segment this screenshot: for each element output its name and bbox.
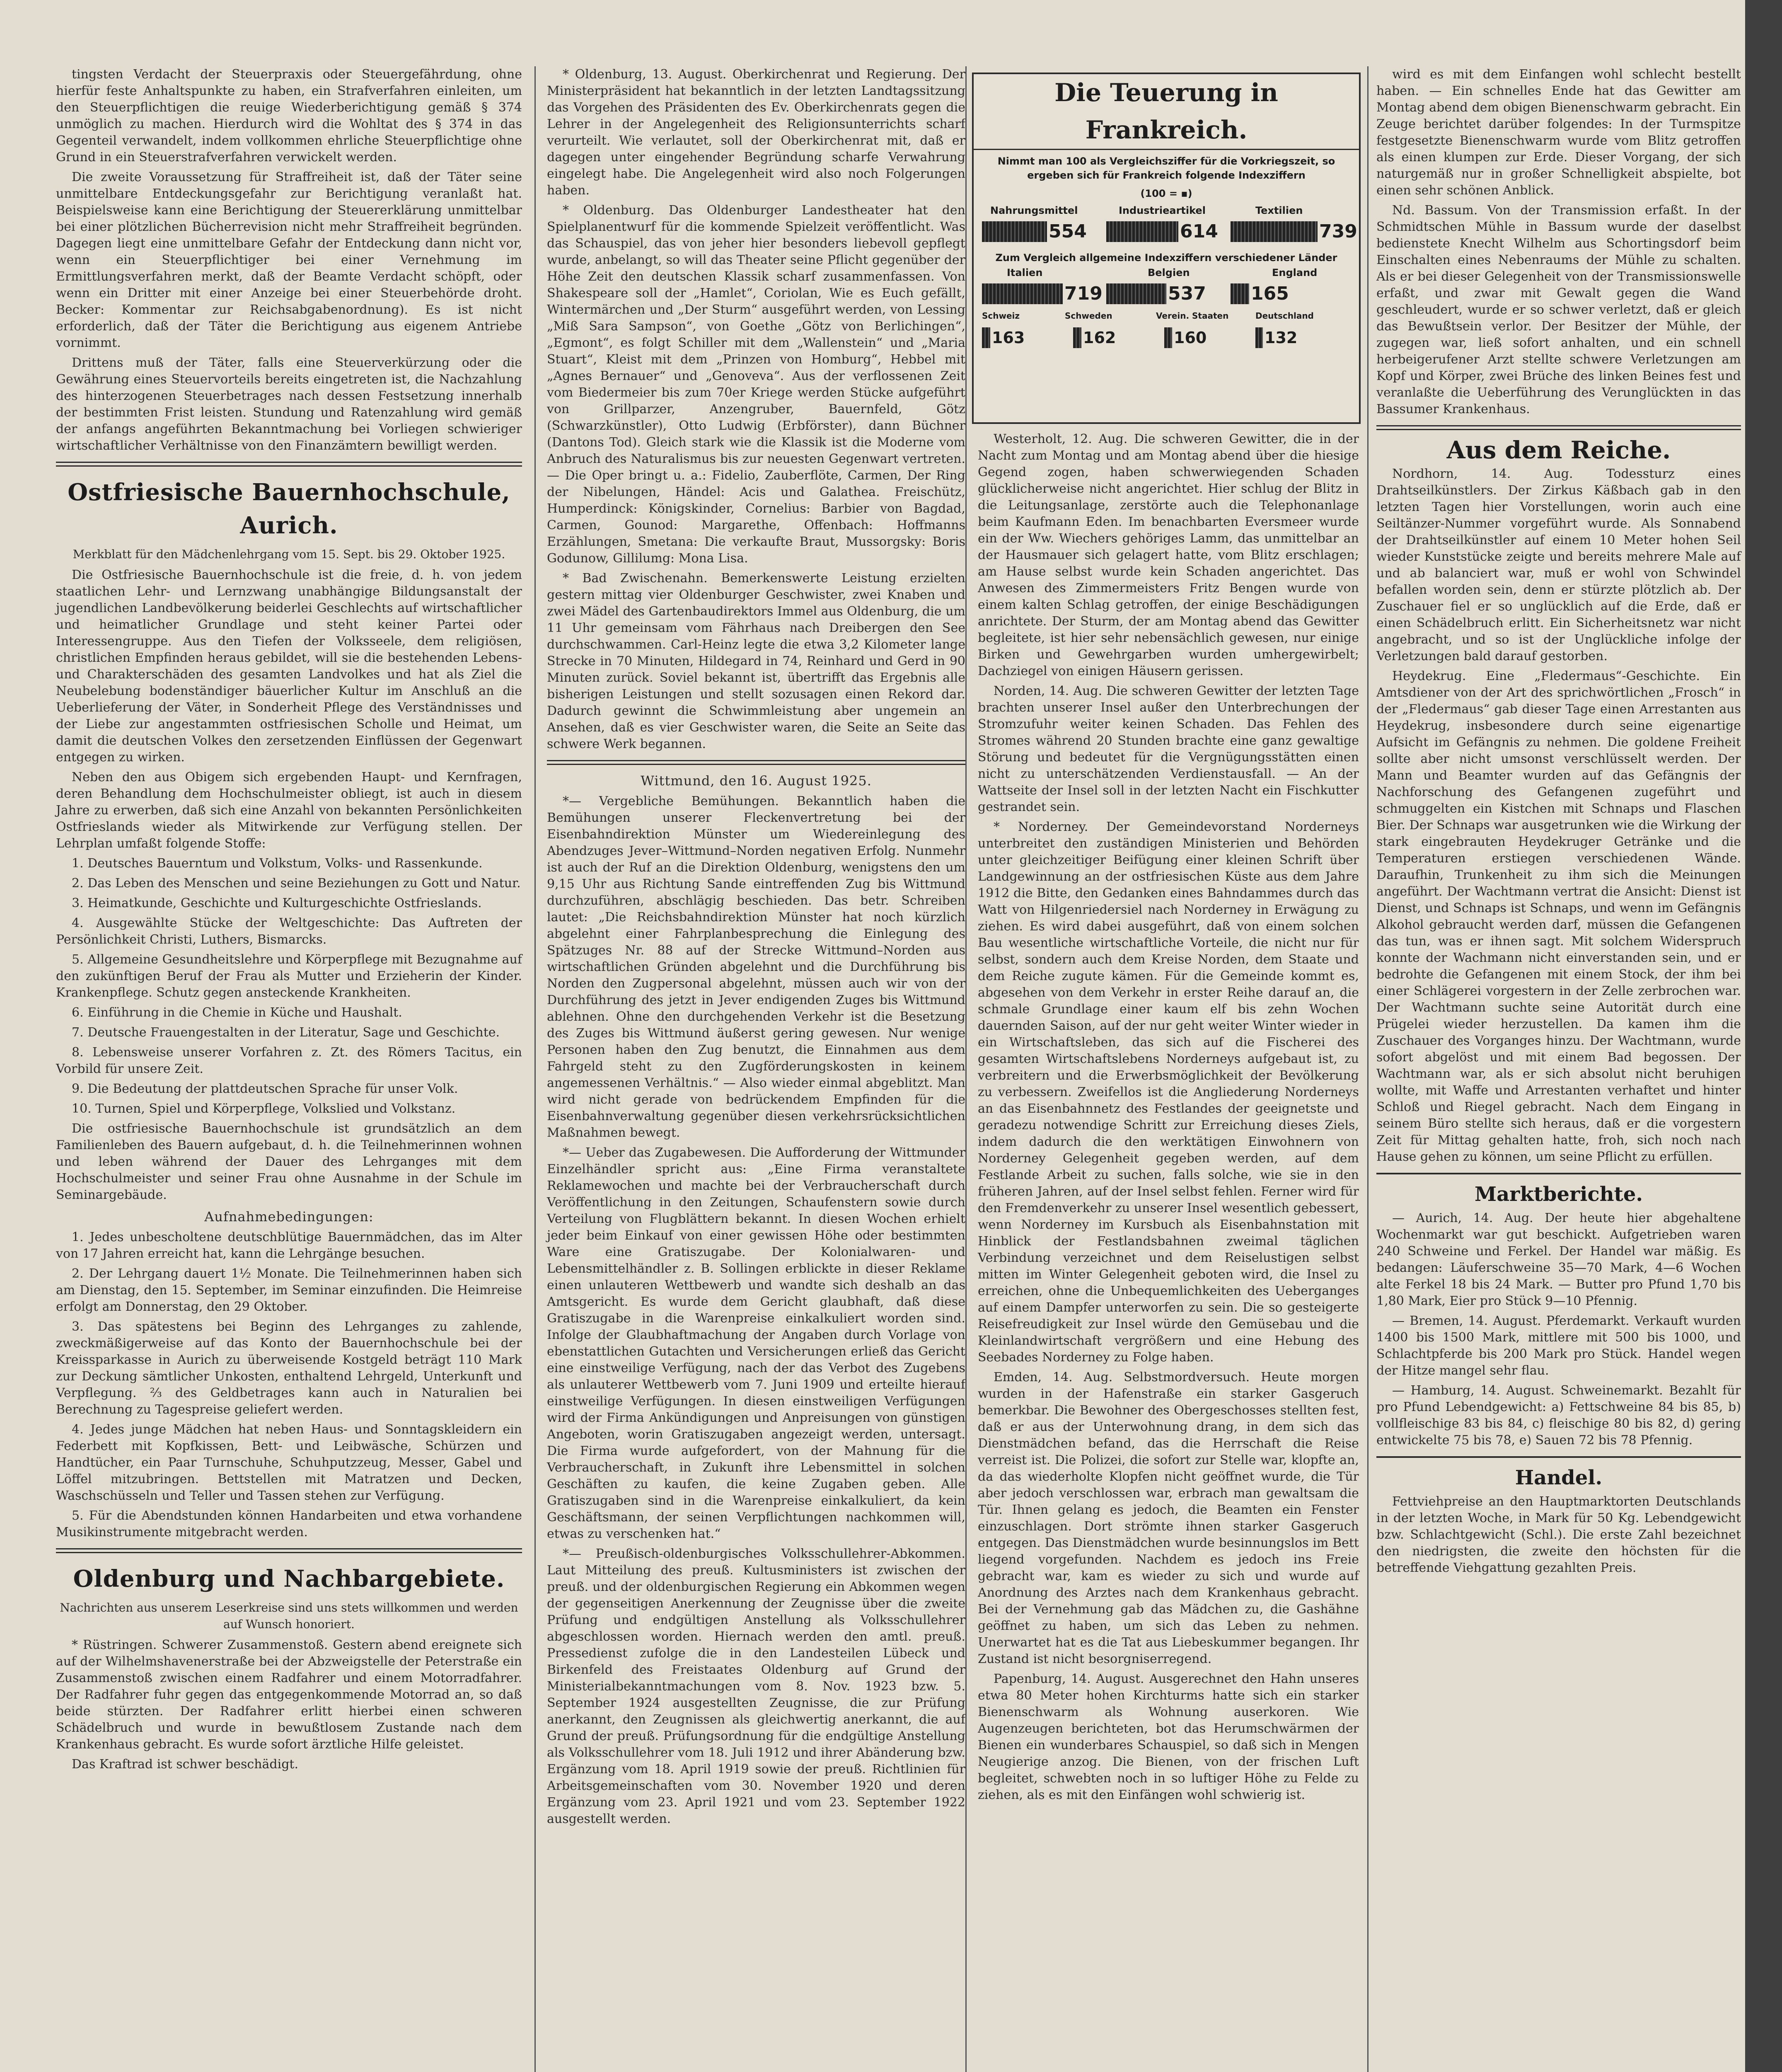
- article-paragraph: * Oldenburg. Das Oldenburger Landestheater hat den Spielplanentwurf für die kommende Spielzeit veröffentlicht. Was das Schauspiel, das von jeher hier besonders liebevoll gepflegt wurde, anbelangt, so will das Theater seine Pflicht gegenüber der Höhe Zeit den deutschen Klassik scharf zusammenfassen. Von Shakespeare soll der „Hamlet“, Coriolan, Wie es Euch gefällt, Wintermärchen und „Der Sturm“ ausgeführt werden, von Lessing „Miß Sara Sampson“, von Goethe „Götz von Berlichingen“, „Egmont“, es folgt Schiller mit dem „Wallenstein“ und „Maria Stuart“, Kleist mit dem „Prinzen von Homburg“, Hebbel mit „Agnes Bernauer“ und „Genoveva“. Aus der verflossenen Zeit vom Biedermeier bis zum 70er Kriege werden Stücke aufgeführt von Grillparzer, Anzengruber, Bauernfeld, Götz (Schwarzkünstler), Otto Ludwig (Erbförster), dann Büchner (Dantons Tod). Gleich stark wie die Klassik ist die Moderne vom Anbruch des Naturalismus bis zur neuesten Gegenwart vertreten. — Die Oper bringt u. a.: Fidelio, Zauberflöte, Carmen, Der Ring der Nibelungen, Händel: Acis und Galathea. Freischütz, Humperdinck: Königskinder, Cornelius: Barbier von Bagdad, Carmen, Gounod: Margarethe, Offenbach: Hoffmanns Erzählungen, Smetana: Die verkaufte Braut, Mussorgsky: Boris Godunow, Gillilumg: Mona Lisa.: [547, 203, 965, 566]
- bar-label: Verein. Staaten: [1156, 311, 1229, 321]
- index-bar: [982, 327, 990, 348]
- column-rule: [1367, 66, 1369, 2072]
- article-paragraph: * Oldenburg, 13. August. Oberkirchenrat und Regierung. Der Ministerpräsident hat bekanntlich in der letzten Landtagssitzung das Vorgehen des Präsidenten des Ev. Oberkirchenrats gegen die Lehrer in der Angelegenheit des Religionsunterrichts scharf verurteilt. Wie verlautet, soll der Oberkirchenrat mit, daß er dagegen unter eingehender Begründung scharfe Verwahrung eingelegt habe. Die Angelegenheit wird also noch Folgerungen haben.: [547, 67, 965, 198]
- bar-value-label: 614: [1180, 221, 1218, 242]
- index-bar: [1106, 221, 1178, 242]
- column-rule: [965, 66, 967, 2072]
- list-item: 5. Für die Abendstunden können Handarbeiten und etwa vorhandene Musikinstrumente mitgebracht werden.: [56, 1508, 522, 1539]
- article-paragraph: Papenburg, 14. August. Ausgerechnet den Hahn unseres etwa 80 Meter hohen Kirchturms hatte sich ein starker Bienenschwarm als Wohnung auserkoren. Wie Augenzeugen berichteten, bot das Herumschwärmen der Bienen ein wunderbares Schauspiel, so daß sich in Mengen Neugierige anzog. Die Bienen, von der frischen Luft begleitet, schwebten noch in so luftiger Höhe zu Felde zu ziehen, als es mit den Einfängen wohl schwierig ist.: [978, 1672, 1359, 1802]
- bar-label: Nahrungsmittel: [990, 205, 1078, 216]
- graphic-bars-row: [982, 221, 1357, 246]
- column-3: [978, 431, 1359, 1807]
- section-divider: [547, 760, 965, 765]
- article-paragraph: * Bad Zwischenahn. Bemerkenswerte Leistung erzielten gestern mittag vier Oldenburger Geschwister, zwei Knaben und zwei Mädel des Gartenbaudirektors Immel aus Oldenburg, die um 11 Uhr gemeinsam vom Fährhaus nach Dreibergen den See durchschwammen. Carl-Heinz legte die etwa 3,2 Kilometer lange Strecke in 70 Minuten, Hildegard in 74, Reinhard und Gerd in 90 Minuten zurück. Soviel bekannt ist, übertrifft das Ergebnis alle bisherigen Leistungen und stellt sozusagen einen Rekord dar. Dadurch gewinnt die Schwimmleistung aber ungemein an Ansehen, daß es vier Geschwister waren, die Seite an Seite das schwere Werk begannen.: [547, 571, 965, 751]
- column-rule: [534, 66, 536, 2072]
- bar-value-label: 162: [1083, 329, 1116, 347]
- column-4: [1376, 66, 1741, 1580]
- article-paragraph: Fettviehpreise an den Hauptmarktorten Deutschlands in der letzten Woche, in Mark für 50 Kg. Lebendgewicht bzw. Schlachtgewicht (Schl.). Die erste Zahl bezeichnet den niedrigsten, die zweite den höchsten für die betreffende Viehgattung gezahlten Preis.: [1376, 1494, 1741, 1575]
- headline-oldenburg: Oldenburg und Nachbargebiete.: [73, 1565, 505, 1593]
- graphic-subtitle: Zum Vergleich allgemeine Indexziffern verschiedener Länder: [995, 252, 1337, 264]
- headline-reiche: Aus dem Reiche.: [1446, 436, 1671, 464]
- bar-value-label: 160: [1174, 329, 1207, 347]
- subheadline: Nachrichten aus unserem Leserkreise sind uns stets willkommen und werden auf Wunsch honoriert.: [60, 1601, 518, 1631]
- column-2: [547, 66, 965, 1831]
- article-paragraph: *— Ueber das Zugabewesen. Die Aufforderung der Wittmunder Einzelhändler spricht aus: „Eine Firma veranstaltete Reklamewochen und machte bei der Verbraucherschaft durch Veröffentlichung in den Zeitungen, Schaufenstern sowie durch Verteilung von Flugblättern bekannt. In diesen Wochen erhielt jeder beim Einkauf von einer gewissen Höhe oder bestimmten Ware eine Gratiszugabe. Der Kolonialwaren- und Lebensmittelhändler z. B. Sollingen erblickte in dieser Reklame einen unlauteren Wettbewerb und wandte sich deshalb an das Amtsgericht. Es wurde dem Gericht glaubhaft, daß diese Gratiszugabe in die Warenpreise einkalkuliert worden sind. Infolge der Glaubhaftmachung der Angaben durch Vorlage von ebenstattlichen Gutachten und Versicherungen erließ das Gericht eine einstweilige Verfügung, nach der das Verbot des Zugebens als unlauterer Wettbewerb vom 7. Juni 1909 und erteilte hierauf einstweilige Verfügungen. In diesen einstweiligen Verfügungen wird der Firma Ankündigungen und Anpreisungen von günstigen Angeboten, worin Gratiszugaben angezeigt werden, untersagt. Die Firma wurde aufgefordert, von der Mahnung für die Verbraucherschaft, in Zukunft ihre Lebensmittel in solchen Geschäften zu kaufen, die keine Zugaben geben. Alle Gratiszugaben sind in die Warenpreise einkalkuliert, da kein Geschäftsmann, der seinen Verpflichtungen nachkommen will, etwas zu verschenken hat.“: [547, 1145, 965, 1541]
- graphic-bars-row: [982, 283, 1351, 308]
- bar-value-label: 554: [1049, 221, 1087, 242]
- list-item: 10. Turnen, Spiel und Körperpflege, Volkslied und Volkstanz.: [72, 1101, 456, 1116]
- headline-bauernhochschule: Ostfriesische Bauernhochschule, Aurich.: [68, 479, 510, 539]
- bar-value-label: 719: [1064, 283, 1103, 304]
- article-paragraph: Das Kraftrad ist schwer beschädigt.: [72, 1757, 299, 1772]
- list-item: 7. Deutsche Frauengestalten in der Literatur, Sage und Geschichte.: [72, 1025, 500, 1040]
- column-1: [56, 66, 522, 1776]
- list-item: 5. Allgemeine Gesundheitslehre und Körperpflege mit Bezugnahme auf den zukünftigen Beruf der Frau als Mutter und Erzieherin der Kinder. Krankenpflege. Schutz gegen ansteckende Krankheiten.: [56, 952, 522, 1000]
- article-paragraph: Drittens muß der Täter, falls eine Steuerverkürzung oder die Gewährung eines Steuervorteils bereits eingetreten ist, die Nachzahlung des hinterzogenen Steuerbetrages nach dessen Festsetzung innerhalb der bestimmten Frist leisten. Stundung und Ratenzahlung wird gemäß der anfangs angeführten Bekanntmachung bei Vorliegen schwieriger wirtschaftlicher Verhältnisse von den Finanzämtern bewilligt werden.: [56, 356, 522, 453]
- graphic-labels-row: [982, 267, 1351, 281]
- index-bar: [1073, 327, 1081, 348]
- index-bar: [1106, 283, 1166, 304]
- article-paragraph: *— Preußisch-oldenburgisches Volksschullehrer-Abkommen. Laut Mitteilung des preuß. Kultusministers ist zwischen der preuß. und der oldenburgischen Regierung ein Abkommen wegen der gegenseitigen Anerkennung der Zeugnisse über die zweite Prüfung und endgültigen Anstellung als Volksschullehrer abgeschlossen worden. Hiernach werden den amtl. preuß. Pressedienst zufolge die in den Landesteilen Lübeck und Birkenfeld des Freistaates Oldenburg auf Grund der Ministerialbekanntmachungen vom 8. Nov. 1923 bzw. 5. September 1924 ausgestellten Zeugnisse, die zur Prüfung anerkannt, den Zeugnissen als gleichwertig anerkannt, die auf Grund der preuß. Prüfungsordnung für die endgültige Anstellung als Volksschullehrer vom 18. Juli 1912 und ihrer Abänderung bzw. Ergänzung vom 18. April 1919 sowie der preuß. Richtlinien für Arbeitsgemeinschaften vom 30. November 1920 und deren Ergänzung vom 23. April 1921 und vom 23. September 1922 ausgestellt werden.: [547, 1547, 965, 1826]
- article-paragraph: — Hamburg, 14. August. Schweinemarkt. Bezahlt für pro Pfund Lebendgewicht: a) Fettschweine 84 bis 85, b) vollfleischige 83 bis 84, c) fleischige 80 bis 82, d) gering entwickelte 75 bis 78, e) Sauen 72 bis 78 Pfennig.: [1376, 1383, 1741, 1447]
- section-divider: [1376, 1456, 1741, 1458]
- article-paragraph: Norden, 14. Aug. Die schweren Gewitter der letzten Tage brachten unserer Insel außer den Unterbrechungen der Stromzufuhr weiter keinen Schaden. Das Fehlen des Stromes während 20 Stunden brachte eine ganz gewaltige Störung und bedeutet für die Vergnügungsstätten einen nicht zu unterschätzenden Verdienstausfall. — An der Wattseite der Insel soll in der letzten Nacht ein Fischkutter gestrandet sein.: [978, 684, 1359, 814]
- index-bar: [1231, 283, 1249, 304]
- article-paragraph: * Norderney. Der Gemeindevorstand Norderneys unterbreitet den zuständigen Ministerien und Behörden unter gleichzeitiger Beifügung einer kleinen Schrift über Landgewinnung an der ostfriesischen Küste aus dem Jahre 1912 die Bitte, den Gedanken eines Bahndammes durch das Watt von Hilgenriedersiel nach Norderney in Erwägung zu ziehen. Es wird dabei ausgeführt, daß von einem solchen Bau wesentliche wirtschaftliche Vorteile, die nicht nur für selbst, sondern auch dem Kreise Norden, dem Staate und dem Reiche zugute kämen. Für die Gemeinde kommt es, abgesehen von dem Verkehr in erster Reihe darauf an, die schmale Grundlage einer kaum elf bis zehn Wochen dauernden Saison, auf der nur geht weiter Winter wieder in ein Wirtschaftsleben, das sich auf die Fischerei des gesamten Wirtschaftslebens Norderneys aufgebaut ist, zu verbreitern und die Erwerbsmöglichkeit der Bevölkerung zu verbessern. Zweifellos ist die Angliederung Norderneys an das Eisenbahnnetz des Festlandes der geeignetste und geradezu notwendige Schritt zur Erreichung dieses Ziels, indem dadurch die den werktätigen Einwohnern von Norderney Gelegenheit gegeben werden, auf dem Festlande Arbeit zu suchen, falls solche, wie sie in den früheren Jahren, auf der Insel selbst fehlen. Ferner wird für den Fremdenverkehr zu unserer Insel wesentlich gebessert, wenn Norderney im Kursbuch als Eisenbahnstation mit Hinblick der Festlandsbahnen zweimal täglichen Verbindung verzeichnet und dem Reiselustigen selbst mitten im Winter Gelegenheit geboten wird, die Insel zu erreichen, ohne die Unbequemlichkeiten des Ueberganges auf einem Dampfer unterworfen zu sein. Die so gesteigerte Reisefreudigkeit zur Insel würde den Gemüsebau und die Kleinlandwirtschaft vergrößern und eine Hebung des Seebades Norderney zu Folge haben.: [978, 820, 1359, 1365]
- headline-markt: Marktberichte.: [1474, 1183, 1643, 1206]
- list-item: 4. Ausgewählte Stücke der Weltgeschichte: Das Auftreten der Persönlichkeit Christi, Luthers, Bismarcks.: [56, 916, 522, 947]
- article-paragraph: * Rüstringen. Schwerer Zusammenstoß. Gestern abend ereignete sich auf der Wilhelmshavenerstraße bei der Abzweigstelle der Peterstraße ein Zusammenstoß zwischen einem Radfahrer und einem Motorradfahrer. Der Radfahrer fuhr gegen das entgegenkommende Motorrad an, so daß beide stürzten. Der Radfahrer erlitt hierbei einen schweren Schädelbruch und wurde in bewußtlosem Zustande nach dem Krankenhaus gebracht. Es wurde sofort ärztliche Hilfe geleistet.: [56, 1638, 522, 1752]
- article-paragraph: Nordhorn, 14. Aug. Todessturz eines Drahtseilkünstlers. Der Zirkus Käßbach gab in den letzten Tagen hier Vorstellungen, worin auch eine Seiltänzer-Nummer vorgeführt wurde. Als Sonnabend der Drahtseilkünstler auf einem 10 Meter hohen Seil wieder Kunststücke zeigte und bereits mehrere Male auf und ab balanciert war, muß er wohl von Schwindel befallen worden sein, denn er stürzte plötzlich ab. Der Zuschauer fiel er so unglücklich auf die Erde, daß er einen Schädelbruch erlitt. Ein Sicherheitsnetz war nicht angebracht, und so ist der Unglückliche infolge der Verletzungen bald darauf gestorben.: [1376, 467, 1741, 663]
- list-item: 6. Einführung in die Chemie in Küche und Haushalt.: [72, 1005, 402, 1020]
- article-paragraph: tingsten Verdacht der Steuerpraxis oder Steuergefährdung, ohne hierfür feste Anhaltspunkte zu haben, ein Strafverfahren einleiten, um den Steuerpflichtigen die reuige Wiederberichtigung gemäß § 374 unmöglich zu machen. Hierdurch wird die Wohltat des § 374 in das Gegenteil verwandelt, indem vollkommen ehrliche Steuerpflichtige ohne Grund in ein Steuerstrafverfahren verwickelt werden.: [56, 67, 522, 165]
- article-paragraph: Die zweite Voraussetzung für Straffreiheit ist, daß der Täter seine unmittelbare Entdeckungsgefahr zur Berichtigung veranlaßt hat. Beispielsweise kann eine Berichtigung der Steuererklärung unmittelbar bei einer plötzlichen Bücherrevision nicht mehr Straffreiheit begründen. Dagegen liegt eine unmittelbare Gefahr der Entdeckung dann nicht vor, wenn ein Steuerpflichtiger bei einer Vernehmung im Ermittlungsverfahren merkt, daß der Beamte Verdacht schöpft, oder wenn ein Dritter mit einer Anzeige bei einer Steuerbehörde droht. Becker: Kommentar zur Reichsabgabenordnung). Es ist nicht erforderlich, daß der Täter die Berichtigung aus eigenem Antriebe vornimmt.: [56, 170, 522, 350]
- bar-label: Belgien: [1148, 267, 1190, 278]
- bar-label: Industrieartikel: [1119, 205, 1206, 216]
- article-paragraph: wird es mit dem Einfangen wohl schlecht bestellt haben. — Ein schnelles Ende hat das Gewitter am Montag abend dem obigen Bienenschwarm gebracht. Ein Zeuge berichtet darüber folgendes: In der Turmspitze festgesetzte Bienenschwarm wurde vom Blitz getroffen als einen klumpen zur Erde. Dieser Vorgang, der sich naturgemäß nur in großer Schnelligkeit abspielte, bot einen sehr schönen Anblick.: [1376, 67, 1741, 198]
- bar-value-label: 739: [1319, 221, 1357, 242]
- article-paragraph: Die ostfriesische Bauernhochschule ist grundsätzlich an dem Familienleben des Bauern aufgebaut, d. h. die Teilnehmerinnen wohnen und leben während der Dauer des Lehrganges mit dem Hochschulmeister und seiner Frau ohne Ausnahme in der Schule im Seminargebäude.: [56, 1121, 522, 1202]
- article-paragraph: Neben den aus Obigem sich ergebenden Haupt- und Kernfragen, deren Behandlung dem Hochschulmeister obliegt, ist auch in diesem Jahre zu erwerben, daß sich eine Anzahl von bekannten Persönlichkeiten Ostfrieslands wieder als Mitwirkende zur Verfügung stellen. Der Lehrplan umfaßt folgende Stoffe:: [56, 770, 522, 851]
- index-bar: [982, 283, 1063, 304]
- article-paragraph: Die Ostfriesische Bauernhochschule ist die freie, d. h. von jedem staatlichen Lehr- und Lernzwang unabhängige Bildungsanstalt der jugendlichen Landbevölkerung beiderlei Geschlechts auf wirtschaftlicher und heimatlicher Grundlage und steht keiner Partei oder Interessengruppe. Aus den Tiefen der Volksseele, dem religiösen, christlichen Empfinden heraus gebildet, will sie die bestehenden Lebens- und Charakterschäden des gesamten Landvolkes und hat als Ziel die Neubelebung bodenständiger bäuerlicher Kultur im Anschluß an die Ueberlieferung der Väter, in Sonderheit Pflege des Verständnisses und der Liebe zur angestammten ostfriesischen Scholle und Heimat, um damit die deutschen Volkes den zersetzenden Einflüssen der Gegenwart entgegen zu wirken.: [56, 568, 522, 765]
- bar-value-label: 165: [1251, 283, 1289, 304]
- bar-value-label: 537: [1168, 283, 1206, 304]
- article-paragraph: Nd. Bassum. Von der Transmission erfaßt. In der Schmidtschen Mühle in Bassum wurde der daselbst bedienstete Knecht Wilhelm aus Schortingsdorf beim Einschalten eines Nebenraums der Mühle zu schalten. Als er bei dieser Gelegenheit von der Transmissionswelle erfaßt, und zwar mit Gewalt gegen die Wand geschleudert, wurde er so schwer verletzt, daß er gleich das Bewußtsein verlor. Der Besitzer der Mühle, der zugegen war, ließ sofort anhalten, und ein schnell herbeigerufener Arzt stellte schwere Verletzungen am Kopf und Körper, zwei Brüche des linken Beines fest und veranlaßte die Ueberführung des Verunglückten in das Bassumer Krankenhaus.: [1376, 203, 1741, 416]
- graphic-title: Die Teuerung in Frankreich.: [974, 74, 1359, 150]
- teuerung-graphic: [972, 73, 1361, 424]
- list-item: 3. Das spätestens bei Beginn des Lehrganges zu zahlende, zweckmäßigerweise auf das Konto der Bauernhochschule bei der Kreissparkasse in Aurich zu überweisende Kostgeld beträgt 110 Mark zur Deckung sämtlicher Unkosten, enthaltend Lehrgeld, Unterkunft und Verpflegung. ⅔ des Geldbetrages kann auch in Naturalien bei Berechnung zu Tagespreise geliefert werden.: [56, 1319, 522, 1417]
- article-paragraph: Heydekrug. Eine „Fledermaus“-Geschichte. Ein Amtsdiener von der Art des sprichwörtlichen „Frosch“ in der „Fledermaus“ gab dieser Tage einen Arrestanten aus Heydekrug, insbesondere durch seine eigenartige Aufsicht im Gefängnis zu nehmen. Die goldene Freiheit sollte aber nicht umsonst verschlüsselt werden. Der Mann und Beamter wurden auf das Gefängnis der Nachforschung des Gefangenen zugeführt und schmuggelten ein Kistchen mit Schnaps und Flaschen Bier. Der Schnaps war ausgetrunken wie die Wirkung der stark eingebrauten Heydekruger Getränke und die Temperaturen erstiegen verschiedenen Wände. Daraufhin, Trunkenheit zu ihm sich die Meinungen angeführt. Der Wachtmann vertrat die Ansicht: Dienst ist Dienst, und Schnaps ist Schnaps, und wenn im Gefängnis Alkohol gebraucht werden darf, müssen die Gefangenen das tun, was er ihnen sagt. Mit solchem Widerspruch konnte der Wachmann nicht einverstanden sein, und er bedrohte die Gefangenen mit einem Stock, der ihm bei einer Schlägerei vorgestern in der Zelle zerbrochen war. Der Wachtmann suchte seine Autorität durch eine Prügelei wieder herzustellen. Da kamen ihm die Zuschauer des Vorganges hinzu. Der Wachtmann, wurde sofort abgelöst und mit einem Bad begossen. Der Wachtmann war, als er sich absolut nicht beruhigen wollte, mit Waffe und Arrestanten verhaftet und hinter Schloß und Riegel gebracht. Nach dem Eingang in seinem Büro stellte sich heraus, daß er die vorgestern Zeit für Mittag gehalten hatte, froh, sich noch nach Hause gehen zu können, um seine Pflicht zu erfüllen.: [1376, 669, 1741, 1164]
- graphic-legend: (100 = ▪): [1140, 188, 1192, 199]
- bar-label: Italien: [1007, 267, 1043, 278]
- bar-label: Textilien: [1255, 205, 1303, 216]
- section-label: Aufnahmebedingungen:: [204, 1209, 374, 1225]
- bar-label: Deutschland: [1255, 311, 1314, 321]
- bar-value-label: 132: [1265, 329, 1298, 347]
- graphic-bars-row: [982, 327, 1351, 352]
- list-item: 1. Deutsches Bauerntum und Volkstum, Volks- und Rassenkunde.: [72, 856, 483, 871]
- graphic-intro: Nimmt man 100 als Vergleichsziffer für die Vorkriegszeit, so ergeben sich für Frankreich folgende Indexziffern: [997, 155, 1335, 181]
- section-divider: [56, 1548, 522, 1553]
- bar-label: Schweden: [1065, 311, 1112, 321]
- index-bar: [1164, 327, 1172, 348]
- graphic-labels-row: [982, 205, 1351, 219]
- index-bar: [1231, 221, 1318, 242]
- list-item: 2. Das Leben des Menschen und seine Beziehungen zu Gott und Natur.: [72, 876, 521, 891]
- list-item: 3. Heimatkunde, Geschichte und Kulturgeschichte Ostfrieslands.: [72, 896, 482, 910]
- index-bar: [1255, 327, 1263, 348]
- section-divider: [56, 462, 522, 467]
- section-divider: [1376, 425, 1741, 430]
- bar-value-label: 163: [992, 329, 1025, 347]
- article-paragraph: — Bremen, 14. August. Pferdemarkt. Verkauft wurden 1400 bis 1500 Mark, mittlere mit 500 bis 1000, und Schlachtpferde bis 200 Mark pro Stück. Handel wegen der Hitze mangel sehr flau.: [1376, 1314, 1741, 1378]
- graphic-labels-row: [982, 311, 1351, 325]
- article-paragraph: — Aurich, 14. Aug. Der heute hier abgehaltene Wochenmarkt war gut beschickt. Aufgetrieben waren 240 Schweine und Ferkel. Der Handel war mäßig. Es bedangen: Läuferschweine 35—70 Mark, 4—6 Wochen alte Ferkel 18 bis 24 Mark. — Butter pro Pfund 1,70 bis 1,80 Mark, Eier pro Stück 9—10 Pfennig.: [1376, 1211, 1741, 1308]
- list-item: 8. Lebensweise unserer Vorfahren z. Zt. des Römers Tacitus, ein Vorbild für unsere Zeit.: [56, 1045, 522, 1076]
- dateline: Wittmund, den 16. August 1925.: [641, 773, 872, 789]
- index-bar: [982, 221, 1047, 242]
- list-item: 9. Die Bedeutung der plattdeutschen Sprache für unser Volk.: [72, 1082, 458, 1096]
- list-item: 4. Jedes junge Mädchen hat neben Haus- und Sonntagskleidern ein Federbett mit Kopfkissen, Bett- und Leibwäsche, Schürzen und Handtücher, ein Paar Turnschuhe, Schuhputzzeug, Messer, Gabel und Löffel mitzubringen. Bettstellen mit Matratzen und Decken, Waschschüsseln und Teller und Tassen stehen zur Verfügung.: [56, 1422, 522, 1503]
- list-item: 2. Der Lehrgang dauert 1½ Monate. Die Teilnehmerinnen haben sich am Dienstag, den 15. September, im Seminar einzufinden. Die Heimreise erfolgt am Donnerstag, den 29 Oktober.: [56, 1266, 522, 1314]
- article-paragraph: Westerholt, 12. Aug. Die schweren Gewitter, die in der Nacht zum Montag und am Montag abend über die hiesige Gegend zogen, haben schwerwiegenden Schaden glücklicherweise nicht angerichtet. Hier schlug der Blitz in die Leitungsanlage, zerstörte auch die Telephonanlage beim Kaufmann Eden. Im benachbarten Eversmeer wurde ein der Ww. Wiechers gehöriges Lamm, das unmittelbar an der Hausmauer sich gelagert hatte, vom Blitz erschlagen; am Hause selbst wurde kein Schaden angerichtet. Das Anwesen des Zimmermeisters Fritz Bengen wurde von einem kalten Schlag getroffen, der einige Beschädigungen anrichtete. Der Sturm, der am Montag abend das Gewitter begleitete, ist hier sehr nebensächlich gewesen, nur einige Birken und Gewehrgarben wurden umhergewirbelt; Dachziegel von einigen Häusern gerissen.: [978, 432, 1359, 678]
- article-paragraph: *— Vergebliche Bemühungen. Bekanntlich haben die Bemühungen unserer Fleckenvertretung bei der Eisenbahndirektion Münster um Wiedereinlegung des Abendzuges Jever–Wittmund–Norden negativen Erfolg. Nunmehr ist auch der Ruf an die Direktion Oldenburg, wenigstens den um 9,15 Uhr aus Richtung Sande eintreffenden Zug bis Wittmund durchzuführen, abschlägig beschieden. Das betr. Schreiben lautet: „Die Reichsbahndirektion Münster hat noch kürzlich abgelehnt einer Fahrplanbesprechung die Einlegung des Spätzuges Nr. 88 auf der Strecke Wittmund–Norden aus wirtschaftlichen Gründen abgelehnt und die Durchführung bis Norden den Zugpersonal abgelehnt, müssen auch wir von der Durchführung des jetzt in Jever endigenden Zuges bis Wittmund ablehnen. Ohne den durchgehenden Verkehr ist die Besetzung des Zuges bis Wittmund äußerst gering gewesen. Nur wenige Personen haben den Zug benutzt, die Einnahmen aus dem Fahrgeld steht zu den Zugförderungskosten in keinem angemessenen Verhältnis.“ — Also wieder einmal abgeblitzt. Man wird nicht gerade von bedrückendem Empfinden für die Eisenbahnverwaltung gegenüber diesen verkehrsrücksichtlichen Maßnahmen bewegt.: [547, 794, 965, 1140]
- headline-handel: Handel.: [1515, 1466, 1603, 1489]
- subheadline: Merkblatt für den Mädchenlehrgang vom 15. Sept. bis 29. Oktober 1925.: [73, 547, 505, 561]
- article-paragraph: Emden, 14. Aug. Selbstmordversuch. Heute morgen wurden in der Hafenstraße ein starker Gasgeruch bemerkbar. Die Bewohner des Obergeschosses stellten fest, daß er aus der Unterwohnung drang, in dem sich das Dienstmädchen befand, das die Herrschaft die Reise verreist ist. Die Polizei, die sofort zur Stelle war, klopfte an, da das wiederholte Klopfen nicht geöffnet wurde, die Tür aber jedoch verschlossen war, erbrach man gewaltsam die Tür. Ihnen gelang es jedoch, die Beamten ein Fenster einzuschlagen. Dort strömte ihnen starker Gasgeruch entgegen. Das Dienstmädchen wurde besinnungslos im Bett liegend vorgefunden. Nachdem es jedoch ins Freie gebracht war, kam es wieder zu sich und wurde auf Anordnung des Arztes nach dem Krankenhaus gebracht. Bei der Vernehmung gab das Mädchen zu, die Gashähne geöffnet zu haben, um sich das Leben zu nehmen. Unerwartet hat es die Tat aus Liebeskummer begangen. Ihr Zustand ist nicht besorgniserregend.: [978, 1370, 1359, 1666]
- bar-label: England: [1272, 267, 1318, 278]
- bar-label: Schweiz: [982, 311, 1020, 321]
- section-divider: [1376, 1173, 1741, 1174]
- list-item: 1. Jedes unbescholtene deutschblütige Bauernmädchen, das im Alter von 17 Jahren erreicht hat, kann die Lehrgänge besuchen.: [56, 1230, 522, 1261]
